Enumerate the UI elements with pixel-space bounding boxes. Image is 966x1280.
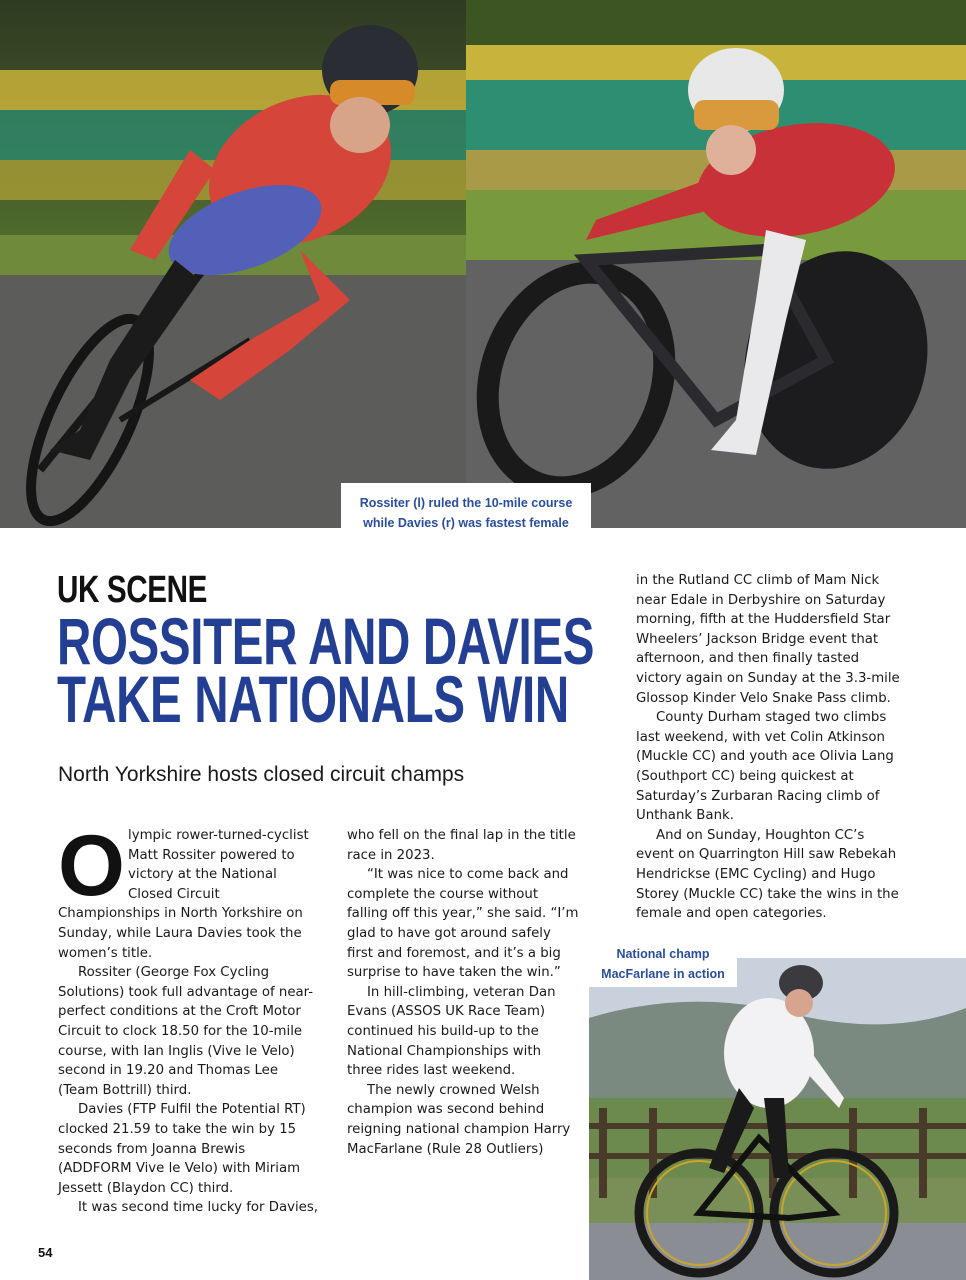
page-number: 54 bbox=[38, 1245, 53, 1260]
photo-rossiter bbox=[0, 0, 466, 528]
caption-bottom-line2: MacFarlane in action bbox=[601, 966, 725, 981]
headline-line1: ROSSITER AND DAVIES bbox=[57, 604, 595, 678]
caption-bottom-line1: National champ bbox=[616, 947, 710, 961]
paragraph: And on Sunday, Houghton CC’s event on Quarrington Hill saw Rebekah Hendrickse (EMC Cycling) and Hugo Storey (Muckle CC) take the wins in the female and open categories. bbox=[636, 827, 899, 922]
paragraph: who fell on the final lap in the title race in 2023. bbox=[347, 828, 576, 863]
article-column-2 bbox=[347, 826, 579, 1159]
paragraph: Davies (FTP Fulfil the Potential RT) clocked 21.59 to take the win by 15 seconds from Joanna Brewis (ADDFORM Vive le Velo) with Miriam Jessett (Blaydon CC) third. bbox=[58, 1102, 306, 1196]
paragraph: in the Rutland CC climb of Mam Nick near Edale in Derbyshire on Saturday morning, fifth at the Huddersfield Star Wheelers’ Jackson Bridge event that afternoon, and then finally tasted victory again on Sunday at the 3.3-mile Glossop Kinder Velo Snake Pass climb. bbox=[636, 573, 900, 706]
photo-macfarlane bbox=[589, 958, 966, 1280]
drop-cap: O bbox=[58, 818, 125, 914]
photo-caption-bottom bbox=[589, 942, 737, 987]
standfirst: North Yorkshire hosts closed circuit champs bbox=[58, 763, 465, 786]
photo-davies bbox=[466, 0, 966, 528]
section-label: UK SCENE bbox=[57, 569, 208, 611]
caption-top-line2: while Davies (r) was fastest female bbox=[363, 516, 569, 530]
paragraph: County Durham staged two climbs last weekend, with vet Colin Atkinson (Muckle CC) and youth ace Olivia Lang (Southport CC) being quickest at Saturday’s Zurbaran Racing climb of Unthank Bank. bbox=[636, 710, 894, 824]
paragraph: In hill-climbing, veteran Dan Evans (ASSOS UK Race Team) continued his build-up to the National Championships with three rides last weekend. bbox=[347, 984, 556, 1079]
headline bbox=[57, 604, 595, 736]
paragraph: lympic rower-turned-cyclist Matt Rossiter powered to victory at the National Closed Circuit Championships in North Yorkshire on Sunday, while Laura Davies took the women’s title. bbox=[58, 828, 309, 961]
paragraph: Rossiter (George Fox Cycling Solutions) took full advantage of near-perfect conditions at the Croft Motor Circuit to clock 18.50 for the 10-mile course, with Ian Inglis (Vive le Velo) second in 19.20 and Thomas Lee (Team Bottrill) third. bbox=[58, 965, 314, 1098]
photo-rossiter-image bbox=[0, 0, 466, 528]
photo-macfarlane-image bbox=[589, 958, 966, 1280]
caption-top-line1: Rossiter (l) ruled the 10-mile course bbox=[359, 496, 573, 510]
headline-line2: TAKE NATIONALS WIN bbox=[57, 662, 569, 736]
paragraph: The newly crowned Welsh champion was second behind reigning national champion Harry MacFarlane (Rule 28 Outliers) bbox=[347, 1082, 571, 1157]
article-column-1 bbox=[58, 818, 322, 1218]
paragraph: It was second time lucky for Davies, bbox=[78, 1200, 319, 1216]
photo-caption-top bbox=[341, 483, 591, 545]
photo-davies-image bbox=[466, 0, 966, 528]
article-column-3 bbox=[636, 571, 906, 924]
paragraph: “It was nice to come back and complete the course without falling off this year,” she said. “I’m glad to have got around safely first and foremost, and it’s a big surprise to have taken the win.” bbox=[347, 867, 579, 981]
